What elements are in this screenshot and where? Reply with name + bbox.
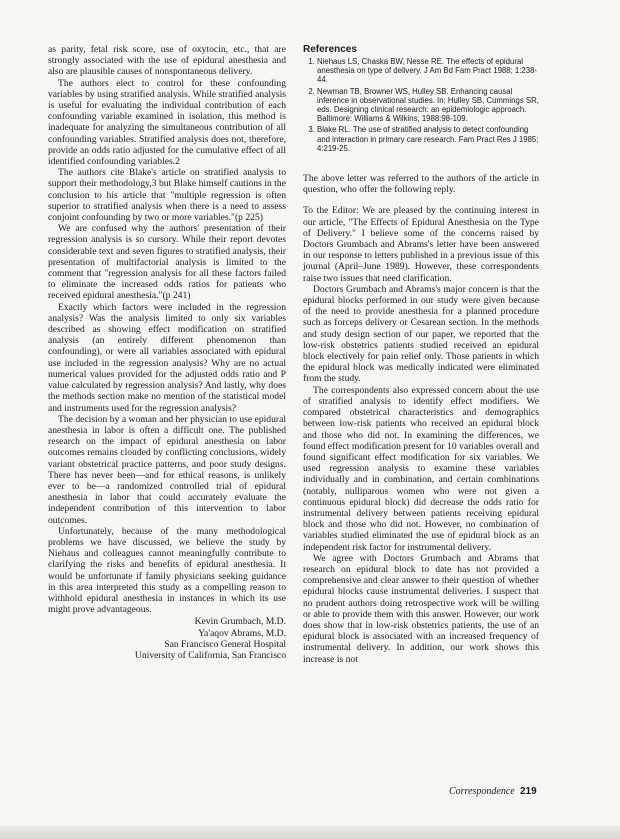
paragraph: Unfortunately, because of the many methodological problems we have discussed, we believe the study by Niehaus and colleagues cannot meaningfully contribute to clarifying the risks and benefits of epidural anesthesia. It would be unfortunate if family physicians seeking guidance in this area interpreted this study as a compelling reason to withhold epidural anesthesia in instances in which its use might prove advantageous. [48, 525, 286, 616]
paragraph: Exactly which factors were included in the regression analysis? Was the analysis limited to only six variables described as showing effect modification on stratified analysis (an entirely different phenomenon than confounding), or were all variables associated with epidural use included in the regression analysis? Why are no actual numerical values provided for the adjusted odds ratio and P value calculated by regression analysis? And lastly, why does the methods section make no mention of the statistical model and instruments used for the regression analysis? [48, 301, 286, 414]
paragraph: as parity, fetal risk score, use of oxytocin, etc., that are strongly associated with the use of epidural anesthesia and also are plausible causes of nonspontaneous delivery. [48, 44, 286, 78]
paragraph: We are confused why the authors' presentation of their regression analysis is so cursory. While their report devotes considerable text and seven figures to stratified analysis, their presentation of multifactorial analysis is limited to the comment that "regression analysis for all these factors failed to eliminate the increased odds ratios for patients who received epidural anesthesia."(p 241) [48, 223, 286, 302]
reference-item: 2. Newman TB, Browner WS, Hulley SB. Enhancing causal inference in observational studies. In: Hulley SB, Cummings SR, eds. Designing clinical research: an epidemiologic approach. Baltimore: Williams & Wilkins, 1988:98-109. [317, 87, 539, 124]
reply-paragraph: The correspondents also expressed concern about the use of stratified analysis to identify effect modifiers. We compared obstetrical characteristics and demographics between low-risk patients who received an epidural block and those who did not. In examining the differences, we found effect modification present for 10 variables overall and found significant effect modification for six variables. We used regression analysis to examine these variables individually and in combination, and certain combinations (notably, nulliparous women who were not given a continuous epidural block) did decrease the odds ratio for instrumental delivery between patients receiving epidural block and those who did not. However, no combination of variables studied eliminated the use of epidural block as an independent risk factor for instrumental delivery. [303, 384, 539, 553]
page-number: 219 [520, 786, 537, 797]
signature-affiliation: San Francisco General Hospital [164, 638, 286, 650]
reference-item: 1. Niehaus LS, Chaska BW, Nesse RE. The effects of epidural anesthesia on type of delivery. J Am Bd Fam Pract 1988; 1:238-44. [317, 57, 539, 85]
right-column [303, 44, 539, 665]
scan-edge [0, 826, 620, 839]
reply-paragraph: We agree with Doctors Grumbach and Abrams that research on epidural block to date has not provided a comprehensive and clear answer to their question of whether epidural blocks cause instrumental deliveries. I suspect that no prudent authors doing retrospective work will be willing or able to provide them with this answer. However, our work does show that in low-risk obstetrics patients, the use of an epidural block is associated with an increased frequency of instrumental delivery. In addition, our work shows this increase is not [303, 552, 539, 665]
editor-note: The above letter was referred to the authors of the article in question, who offer the following reply. [303, 173, 539, 196]
reply-paragraph: Doctors Grumbach and Abrams's major concern is that the epidural blocks performed in our study were given because of the need to provide anesthesia for a planned procedure such as forceps delivery or Cesarean section. In the methods and study design section of our paper, we reported that the low-risk obstetrics patients studied received an epidural block electively for pain relief only. Those patients in which the epidural block was medically indicated were eliminated from the study. [303, 283, 539, 385]
references-heading: References [303, 44, 357, 55]
paragraph: The authors cite Blake's article on stratified analysis to support their methodology,3 but Blake himself cautions in the conclusion to his article that "multiple regression is often superior to stratified analysis when there is a need to assess conjoint confounding by two or more variables."(p 225) [48, 167, 286, 224]
signature-name: Kevin Grumbach, M.D. [194, 616, 286, 628]
letter-signature [48, 616, 286, 661]
references-list [303, 57, 539, 153]
signature-affiliation: University of California, San Francisco [134, 649, 286, 661]
paragraph: The decision by a woman and her physician to use epidural anesthesia in labor is often a difficult one. The published research on the impact of epidural anesthesia on labor outcomes remains clouded by conflicting conclusions, widely variant obstetrical practice patterns, and poor study designs. There has never been—and for ethical reasons, is unlikely ever to be—a randomized controlled trial of epidural anesthesia in labor that could accurately evaluate the independent contribution of this intervention to labor outcomes. [48, 413, 286, 526]
paragraph: The authors elect to control for these confounding variables by using stratified analysis. While stratified analysis is useful for evaluating the individual contribution of each confounding variable examined in isolation, this method is inadequate for analyzing the simultaneous contribution of all confounding variables. Stratified analysis does not, therefore, provide an odds ratio adjusted for the cumulative effect of all identified confounding variables.2 [48, 77, 286, 168]
reference-item: 3. Blake RL. The use of stratified analysis to detect confounding and interaction in primary care research. Fam Pract Res J 1985; 4:219-25. [317, 125, 539, 153]
reply-paragraph: To the Editor: We are pleased by the continuing interest in our article, "The Effects of Epidural Anesthesia on the Type of Delivery." I believe some of the concerns raised by Doctors Grumbach and Abrams's letter have been answered in our response to letters published in a previous issue of this journal (April–June 1989). However, these correspondents raise two issues that need clarification. [303, 205, 539, 284]
section-name: Correspondence [449, 786, 515, 797]
left-column [48, 44, 286, 661]
signature-name: Ya'aqov Abrams, M.D. [198, 627, 286, 639]
